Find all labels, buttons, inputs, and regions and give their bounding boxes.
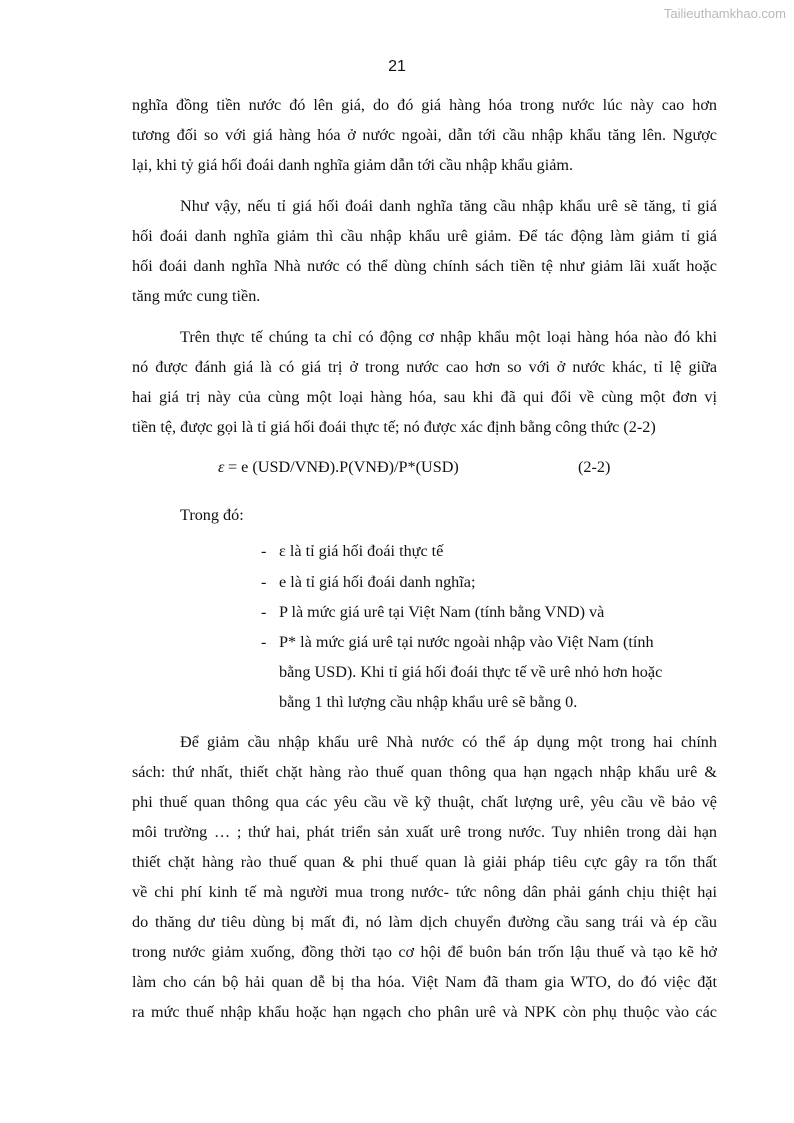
text-line: ra mức thuế nhập khẩu hoặc hạn ngạch cho phân urê và NPK còn phụ thuộc vào các — [132, 1003, 717, 1021]
watermark: Tailieuthamkhao.com — [663, 6, 786, 21]
text-line: sách: thứ nhất, thiết chặt hàng rào thuế quan thông qua hạn ngạch nhập khẩu urê & — [132, 763, 717, 781]
text-line: hối đoái danh nghĩa Nhà nước có thể dùng chính sách tiền tệ như giảm lãi xuất hoặc — [132, 257, 717, 275]
formula-symbol: ε — [218, 458, 225, 476]
text-line: về chi phí kinh tế mà người mua trong nước- tức nông dân phải gánh chịu thiệt hại — [132, 883, 717, 901]
text-line: tương đối so với giá hàng hóa ở nước ngoài, dẫn tới cầu nhập khẩu tăng lên. Ngược — [132, 126, 717, 144]
list-item-continuation: bằng 1 thì lượng cầu nhập khẩu urê sẽ bằng 0. — [279, 693, 578, 711]
formula-expression: = e (USD/VNĐ).P(VNĐ)/P*(USD) — [228, 458, 459, 476]
text-line: Như vậy, nếu tỉ giá hối đoái danh nghĩa tăng cầu nhập khẩu urê sẽ tăng, tỉ giá — [180, 197, 717, 215]
list-item-text: P là mức giá urê tại Việt Nam (tính bằng VND) và — [279, 603, 605, 621]
text-line: tăng mức cung tiền. — [132, 287, 261, 305]
text-line: nghĩa đồng tiền nước đó lên giá, do đó giá hàng hóa trong nước lúc này cao hơn — [132, 96, 717, 114]
bullet-dash: - — [261, 603, 267, 621]
text-line: thiết chặt hàng rào thuế quan & phi thuế quan là giải pháp tiêu cực gây ra tổn thất — [132, 853, 717, 871]
list-item — [261, 602, 604, 622]
text-line: Trên thực tế chúng ta chỉ có động cơ nhập khẩu một loại hàng hóa nào đó khi — [180, 328, 717, 346]
text-line: hối đoái danh nghĩa giảm thì cầu nhập khẩu urê giảm. Để tác động làm giảm tỉ giá — [132, 227, 717, 245]
list-item — [261, 541, 443, 561]
list-item — [261, 572, 475, 592]
text-line: Để giảm cầu nhập khẩu urê Nhà nước có thể áp dụng một trong hai chính — [180, 733, 717, 751]
text-line: môi trường … ; thứ hai, phát triển sản xuất urê trong nước. Tuy nhiên trong dài hạn — [132, 823, 717, 841]
list-item-continuation: bằng USD). Khi tỉ giá hối đoái thực tế về urê nhỏ hơn hoặc — [279, 663, 663, 681]
where-label: Trong đó: — [180, 506, 244, 524]
text-line: làm cho cán bộ hải quan dễ bị tha hóa. Việt Nam đã tham gia WTO, do đó việc đặt — [132, 973, 717, 991]
formula-number: (2-2) — [578, 458, 611, 476]
text-line: lại, khi tỷ giá hối đoái danh nghĩa giảm dẫn tới cầu nhập khẩu giảm. — [132, 156, 574, 174]
list-item-text: ε là tỉ giá hối đoái thực tế — [279, 542, 444, 560]
text-line: tiền tệ, được gọi là tỉ giá hối đoái thực tế; nó được xác định bằng công thức (2-2) — [132, 418, 656, 436]
list-item-text: P* là mức giá urê tại nước ngoài nhập vào Việt Nam (tính — [279, 633, 654, 651]
bullet-dash: - — [261, 573, 267, 591]
text-line: phi thuế quan thông qua các yêu cầu về kỹ thuật, chất lượng urê, yêu cầu về bảo vệ — [132, 793, 717, 811]
list-item — [261, 632, 654, 652]
page-number: 21 — [388, 58, 406, 75]
list-item-text: e là tỉ giá hối đoái danh nghĩa; — [279, 573, 476, 591]
text-line: nó được đánh giá là có giá trị ở trong nước cao hơn so với ở nước khác, tỉ lệ giữa — [132, 358, 717, 376]
bullet-dash: - — [261, 633, 267, 651]
text-line: trong nước giảm xuống, đồng thời tạo cơ hội để buôn bán trốn lậu thuế và tạo kẽ hở — [132, 943, 717, 961]
bullet-dash: - — [261, 542, 267, 560]
text-line: hai giá trị này của cùng một loại hàng hóa, sau khi đã qui đổi về cùng một đơn vị — [132, 388, 717, 406]
text-line: do thăng dư tiêu dùng bị mất đi, nó làm dịch chuyển đường cầu sang trái và ép cầu — [132, 913, 717, 931]
